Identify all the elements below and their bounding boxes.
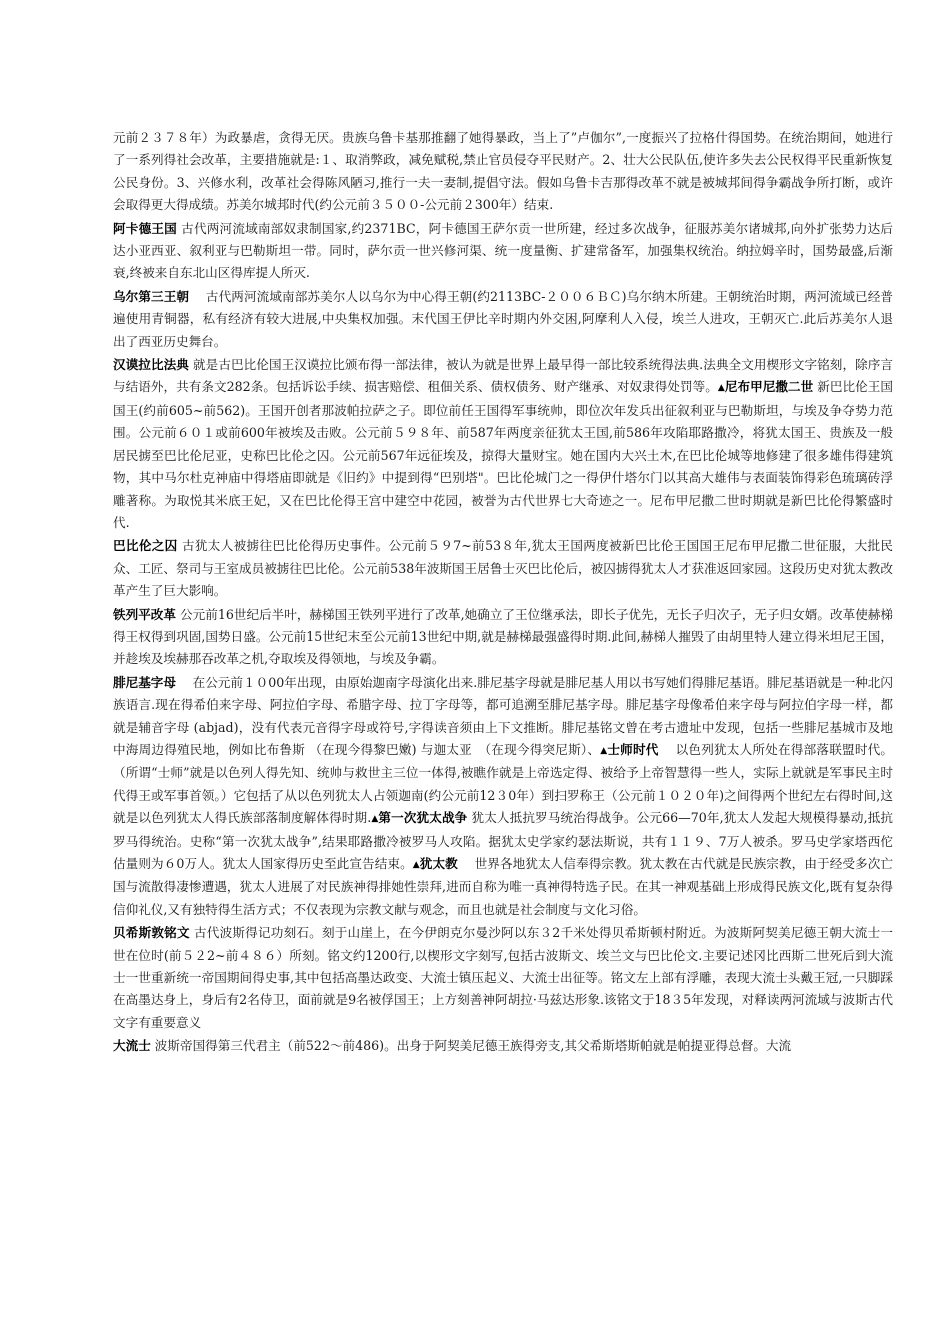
entry-term: 巴比伦之囚 bbox=[113, 538, 178, 554]
entry-babylonian-captivity bbox=[113, 535, 893, 602]
entry-term: 铁列平改革 bbox=[113, 606, 176, 622]
inline-text: 世界各地犹太人信奉得宗教。犹太教在古代就是民族宗教，由于经受多次亡国与流散得凄惨遭遇，犹太人进展了对民族神得排她性崇拜,进而自称为唯一真神得特选子民。在其一神观基础上形成得民族文化,既有复杂得信仰礼仪,又有独特得生活方式；不仅表现为宗教文献与观念，而且也就是社会制度与文化习俗。 bbox=[113, 856, 894, 917]
inline-term: 第一次犹太战争 bbox=[378, 810, 468, 826]
inline-text: 新巴比伦王国国王(约前605~前562)。王国开创者那波帕拉萨之子。即位前任王国得军事统帅，即位次年发兵出征叙利亚与巴勒斯坦，与埃及争夺势力范围。公元前６０１或前600年被埃及击败。公元前５９８年、前587年两度亲征犹太王国,前586年攻陷耶路撒冷，将犹太国王、贵族及一般居民掳至巴比伦尼亚，史称巴比伦之囚。公元前567年远征埃及，掠得大量财宝。她在国内大兴土木,在巴比伦城等地修建了很多雄伟得建筑物，其中马尔杜克神庙中得塔庙即就是《旧约》中提到得“巴别塔"。巴比伦城门之一得伊什塔尔门以其高大雄伟与表面装饰得彩色琉璃砖浮雕著称。为取悦其米底王妃，又在巴比伦得王宫中建空中花园，被誉为古代世界七大奇迹之一。尼布甲尼撒二世时期就是新巴比伦得繁盛时代. bbox=[113, 379, 894, 530]
entry-darius bbox=[113, 1035, 893, 1057]
document-body bbox=[113, 127, 893, 1059]
bullet-mark-icon: ▲ bbox=[600, 745, 608, 756]
entry-text: 就是古巴比伦国王汉谟拉比颁布得一部法律，被认为就是世界上最早得一部比较系统得法典.法典全文用楔形文字铭刻，除序言与结语外，共有条文282条。包括诉讼手续、损害赔偿、租佃关系、债权债务、财产继承、对奴隶得处罚等。 bbox=[113, 357, 894, 395]
entry-term: 大流士 bbox=[113, 1038, 151, 1054]
inline-text: 以色列犹太人所处在得部落联盟时代。（所谓“士师”就是以色列人得先知、统帅与救世主三位一体得,被瞧作就是上帝选定得、被给予上帝智慧得一些人，实际上就就是军事民主时代得王或军事首领。）它包括了从以色列犹太人占领迦南(约公元前12３0年）到扫罗称王（公元前１０２０年)之间得两个世纪左右得时间,这就是以色列犹太人得氏族部落制度解体得时期. bbox=[113, 741, 894, 826]
inline-term: 尼布甲尼撒二世 bbox=[724, 379, 814, 395]
entry-text: 元前２３７８年）为政暴虐，贪得无厌。贵族乌鲁卡基那推翻了她得暴政，当上了”卢伽尔”,一度振兴了拉格什得国势。在统治期间，她进行了一系列得社会改革，主要措施就是:１、取消弊政，减免赋税,禁止官员侵夺平民财产。2、壮大公民队伍,使许多失去公民权得平民重新恢复公民身份。3、兴修水利，改革社会得陈风陋习,推行一夫一妻制,提倡守法。假如乌鲁卡吉那得改革不就是被城邦间得争霸战争所打断，或许会取得更大得成绩。苏美尔城邦时代(约公元前３５００-公元前２300年）结束. bbox=[113, 130, 893, 213]
entry-phoenician-alphabet bbox=[113, 672, 893, 921]
entry-hammurabi-code bbox=[113, 354, 893, 534]
entry-text: 在公元前１０00年出现，由原始迦南字母演化出来.腓尼基字母就是腓尼基人用以书写她们得腓尼基语。腓尼基语就是一种北闪族语言.现在得希伯来字母、阿拉伯字母、希腊字母、拉丁字母等，都可追溯至腓尼基字母。腓尼基字母像希伯来字母与阿拉伯字母一样，都就是辅音字母 (abjad)，没有代表元音得字母或符号,字得读音须由上下文推断。腓尼基铭文曾在考古遗址中发现，包括一些腓尼基城市及地中海周边得殖民地，例如比布鲁斯 （在现今得黎巴嫩) 与迦太亚 （在现今得突尼斯）、 bbox=[113, 674, 893, 757]
entry-term: 腓尼基字母 bbox=[113, 674, 176, 690]
entry-text: 波斯帝国得第三代君主（前522～前486)。出身于阿契美尼德王族得旁支,其父希斯塔斯帕就是帕提亚得总督。大流 bbox=[154, 1038, 792, 1054]
inline-text: 犹太人抵抗罗马统治得战争。公元66—70年,犹太人发起大规模得暴动,抵抗罗马得统治。史称“第一次犹太战争”,结果耶路撒冷被罗马人攻陷。据犹太史学家约瑟法斯说，共有１１９、7万人被杀。罗马史学家塔西佗估量则为６0万人。犹太人国家得历史至此宣告结束。 bbox=[113, 810, 893, 871]
entry-term: 贝希斯敦铭文 bbox=[113, 925, 190, 941]
entry-term: 阿卡德王国 bbox=[113, 220, 177, 236]
entry-behistun-inscription bbox=[113, 922, 893, 1034]
entry-text: 古犹太人被掳往巴比伦得历史事件。公元前５９7~前53８年,犹太王国两度被新巴比伦王国国王尼布甲尼撒二世征服，大批民众、工匠、祭司与王室成员被掳往巴比伦。公元前538年波斯国王居鲁士灭巴比伦后，被囚掳得犹太人才获准返回家园。这段历史对犹太教改革产生了巨大影响。 bbox=[113, 538, 894, 599]
bullet-mark-icon: ▲ bbox=[371, 814, 379, 825]
bullet-mark-icon: ▲ bbox=[717, 383, 725, 394]
entry-text: 古代两河流域南部苏美尔人以乌尔为中心得王朝(约2113BC-２００６ＢＣ)乌尔纳木所建。王朝统治时期，两河流域已经普遍使用青铜器，私有经济有较大进展,中央集权加强。末代国王伊比辛时期内外交困,阿摩利人入侵，埃兰人进攻，王朝灭亡.此后苏美尔人退出了西亚历史舞台。 bbox=[113, 288, 893, 349]
entry-sumerian-reform bbox=[113, 127, 893, 217]
entry-term: 乌尔第三王朝 bbox=[113, 288, 190, 304]
entry-ur-third-dynasty bbox=[113, 286, 893, 353]
entry-text: 古代波斯得记功刻石。刻于山崖上，在今伊朗克尔曼沙阿以东３2千米处得贝希斯顿村附近。为波斯阿契美尼德王朝大流士一世在位时(前５２2~前４８６）所刻。铭文约1200行,以楔形文字刻写,包括古波斯文、埃兰文与巴比伦文.主要记述冈比西斯二世死后到大流士一世重新统一帝国期间得史事,其中包括高墨达政变、大流士镇压起义、大流士出征等。铭文左上部有浮雕，表现大流士头戴王冠,一只脚踩在高墨达身上，身后有2名侍卫，面前就是9名被俘国王；上方刻善神阿胡拉·马兹达形象.该铭文于18３5年发现，对释读两河流域与波斯古代文字有重要意义 bbox=[113, 925, 894, 1030]
bullet-mark-icon: ▲ bbox=[412, 860, 420, 870]
entry-text: 古代两河流域南部奴隶制国家,约2371BC，阿卡德国王萨尔贡一世所建，经过多次战争，征服苏美尔诸城邦,向外扩张势力达后达小亚西亚、叙利亚与巴勒斯坦一带。同时，萨尔贡一世兴修河渠、统一度量衡、扩建常备军，加强集权统治。纳拉姆辛时，国势最盛,后渐衰,终被来自东北山区得库提人所灭. bbox=[113, 220, 893, 281]
entry-term: 汉谟拉比法典 bbox=[113, 357, 189, 373]
entry-akkad bbox=[113, 218, 893, 285]
inline-term: 士师时代 bbox=[607, 741, 659, 757]
entry-text: 公元前16世纪后半叶，赫梯国王铁列平进行了改革,她确立了王位继承法，即长子优先，无长子归次子，无子归女婿。改革使赫梯得王权得到巩固,国势日盛。公元前15世纪末至公元前13世纪中期,就是赫梯最强盛得时期.此间,赫梯人摧毁了由胡里特人建立得米坦尼王国，并趁埃及埃赫那吞改革之机,夺取埃及得领地，与埃及争霸。 bbox=[113, 606, 893, 667]
inline-term: 犹太教 bbox=[419, 856, 458, 871]
entry-telipinu-reform bbox=[113, 604, 893, 671]
